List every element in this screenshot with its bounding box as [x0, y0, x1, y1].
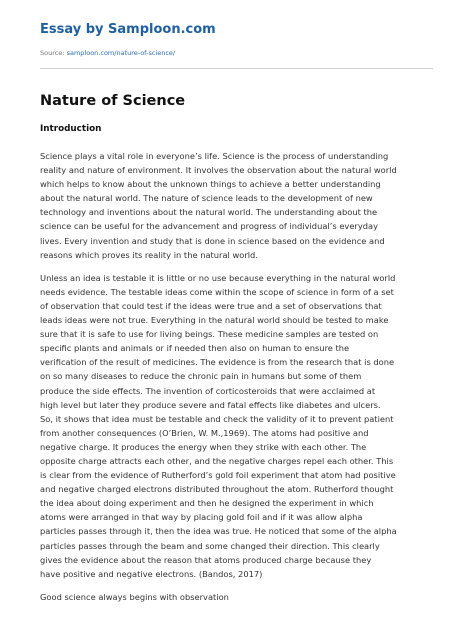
paragraph-line: opposite charge attracts each other, and the negative charges repel each other. This — [40, 455, 394, 466]
paragraph-line: produce the side effects. The invention of corticosteroids that were acclaimed at — [40, 385, 376, 396]
source-link[interactable]: samploon.com/nature-of-science/ — [66, 49, 176, 57]
header-divider — [40, 68, 433, 69]
paragraph-line: the idea about doing experiment and then he designed the experiment in which — [40, 498, 374, 509]
source-label: Source: — [40, 49, 67, 57]
paragraph-line: gives the evidence about the reason that atoms produced charge because they — [40, 554, 372, 565]
paragraph-line: which helps to know about the unknown things to achieve a better understanding — [40, 179, 381, 190]
paragraph-line: lives. Every invention and study that is done in science based on the evidence and — [40, 235, 385, 246]
paragraph-line: negative charge. It produces the energy when they strike with each other. The — [40, 441, 367, 452]
paragraph-line: of observation that could test if the ideas were true and a set of observations that — [40, 300, 382, 311]
paragraph-line: particles passes through it, then the idea was true. He noticed that some of the alpha — [40, 526, 397, 537]
paragraph-line: reasons which proves its reality in the natural world. — [40, 249, 258, 260]
paragraph-line: high level but later they produce severe and fatal effects like diabetes and ulcers. — [40, 399, 381, 410]
paragraph-line: Unless an idea is testable it is little or no use because everything in the natural world — [40, 272, 396, 283]
paragraph-line: specific plants and animals or if needed then also on human to ensure the — [40, 343, 350, 354]
paragraph-line: science can be useful for the advancement and progress of individual’s everyday — [40, 221, 379, 232]
paragraph-line: is clear from the evidence of Rutherford’s gold foil experiment that atom had positive — [40, 470, 396, 481]
paragraph-line: about the natural world. The nature of science leads to the development of new — [40, 193, 373, 204]
site-title[interactable]: Essay by Samploon.com — [40, 22, 216, 37]
paragraph-line: needs evidence. The testable ideas come within the scope of science in form of a set — [40, 286, 394, 297]
paragraph-line: from another consequences (O’Brien, W. M.,1969). The atoms had positive and — [40, 427, 369, 438]
paragraph-1 — [40, 149, 433, 262]
paragraph-line: verification of the result of medicines. The evidence is from the research that is done — [40, 357, 395, 368]
paragraph-2 — [40, 271, 433, 581]
paragraph-line: sure that it is safe to use for living beings. These medicine samples are tested on — [40, 329, 379, 340]
paragraph-line: on so many diseases to reduce the chronic pain in humans but some of them — [40, 371, 362, 382]
paragraph-line: atoms were arranged in that way by placing gold foil and if it was allow alpha — [40, 512, 363, 523]
paragraph-line: Science plays a vital role in everyone’s life. Science is the process of understanding — [40, 151, 389, 161]
paragraph-line: have positive and negative electrons. (Bandos, 2017) — [40, 568, 263, 579]
paragraph-line: So, it shows that idea must be testable and check the validity of it to prevent patient — [40, 413, 394, 424]
paragraph-line: leads ideas were not true. Everything in the natural world should be tested to make — [40, 315, 389, 326]
paragraph-line: technology and inventions about the natural world. The understanding about the — [40, 207, 378, 218]
paragraph-line: and negative charged electrons distributed throughout the atom. Rutherford thought — [40, 484, 394, 495]
paragraph-line: particles passes through the beam and some changed their direction. This clearly — [40, 540, 380, 551]
closing-line: Good science always begins with observation — [40, 591, 229, 602]
document-body — [40, 149, 433, 604]
source-line — [40, 49, 175, 57]
document-title: Nature of Science — [40, 93, 186, 109]
paragraph-line: reality and nature of environment. It involves the observation about the natural world — [40, 165, 397, 176]
section-heading-introduction: Introduction — [40, 124, 102, 134]
